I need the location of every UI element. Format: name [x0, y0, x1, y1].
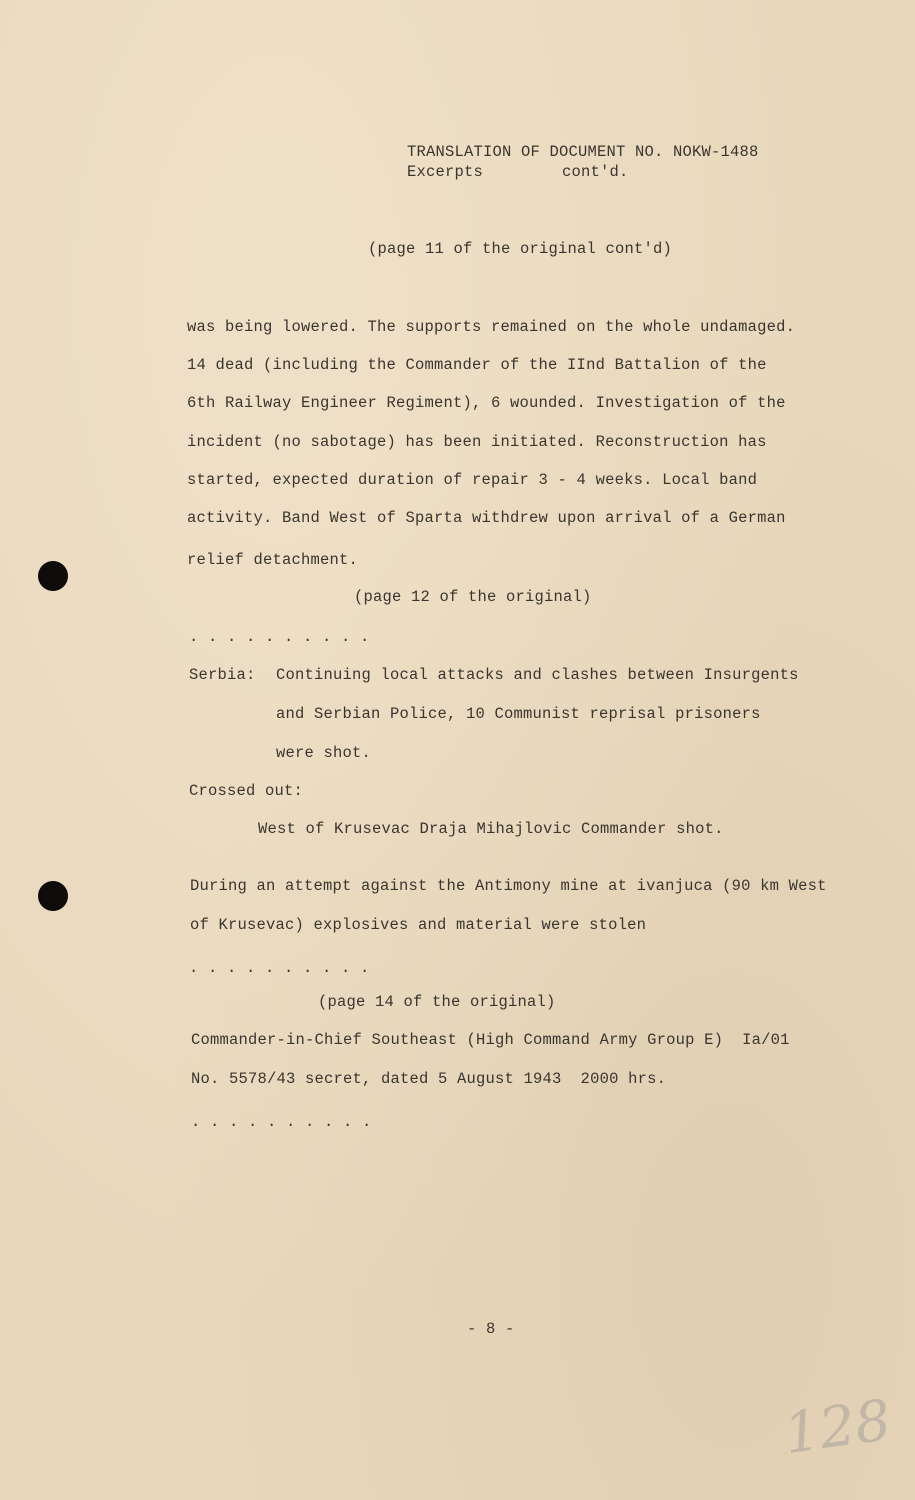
page-number: - 8 -	[467, 1320, 515, 1338]
page-marker-12: (page 12 of the original)	[354, 588, 592, 606]
crossed-out-label: Crossed out:	[189, 782, 304, 800]
paragraph-line: of Krusevac) explosives and material were stolen	[190, 916, 647, 934]
punch-hole-top	[38, 561, 68, 591]
paragraph-line: activity. Band West of Sparta withdrew upon arrival of a German	[187, 509, 786, 527]
ellipsis-row: . . . . . . . . . .	[191, 1113, 372, 1131]
contd-label: cont'd.	[562, 163, 629, 181]
ellipsis-row: . . . . . . . . . .	[189, 959, 370, 977]
serbia-line: and Serbian Police, 10 Communist reprisal prisoners	[276, 705, 761, 723]
paragraph-line: 14 dead (including the Commander of the IInd Battalion of the	[187, 356, 767, 374]
paragraph-line: No. 5578/43 secret, dated 5 August 1943 2000 hrs.	[191, 1070, 667, 1088]
excerpts-label: Excerpts	[407, 163, 484, 181]
paragraph-line: Commander-in-Chief Southeast (High Command Army Group E) Ia/01	[191, 1031, 790, 1049]
serbia-line: were shot.	[276, 744, 372, 762]
serbia-line: Continuing local attacks and clashes between Insurgents	[276, 666, 799, 684]
paragraph-line: During an attempt against the Antimony mine at ivanjuca (90 km West	[190, 877, 827, 895]
paragraph-line: relief detachment.	[187, 551, 359, 569]
paragraph-line: incident (no sabotage) has been initiated. Reconstruction has	[187, 433, 767, 451]
paragraph-line: started, expected duration of repair 3 - 4 weeks. Local band	[187, 471, 758, 489]
punch-hole-bottom	[38, 881, 68, 911]
document-title: TRANSLATION OF DOCUMENT NO. NOKW-1488	[407, 143, 759, 161]
ellipsis-row: . . . . . . . . . .	[189, 628, 370, 646]
crossed-out-text: West of Krusevac Draja Mihajlovic Commander shot.	[258, 820, 724, 838]
page-marker-11: (page 11 of the original cont'd)	[368, 240, 673, 258]
handwritten-page-number: 128	[779, 1387, 895, 1468]
serbia-label: Serbia:	[189, 666, 256, 684]
paragraph-line: 6th Railway Engineer Regiment), 6 wounded. Investigation of the	[187, 394, 786, 412]
paragraph-line: was being lowered. The supports remained on the whole undamaged.	[187, 318, 796, 336]
page-marker-14: (page 14 of the original)	[318, 993, 556, 1011]
